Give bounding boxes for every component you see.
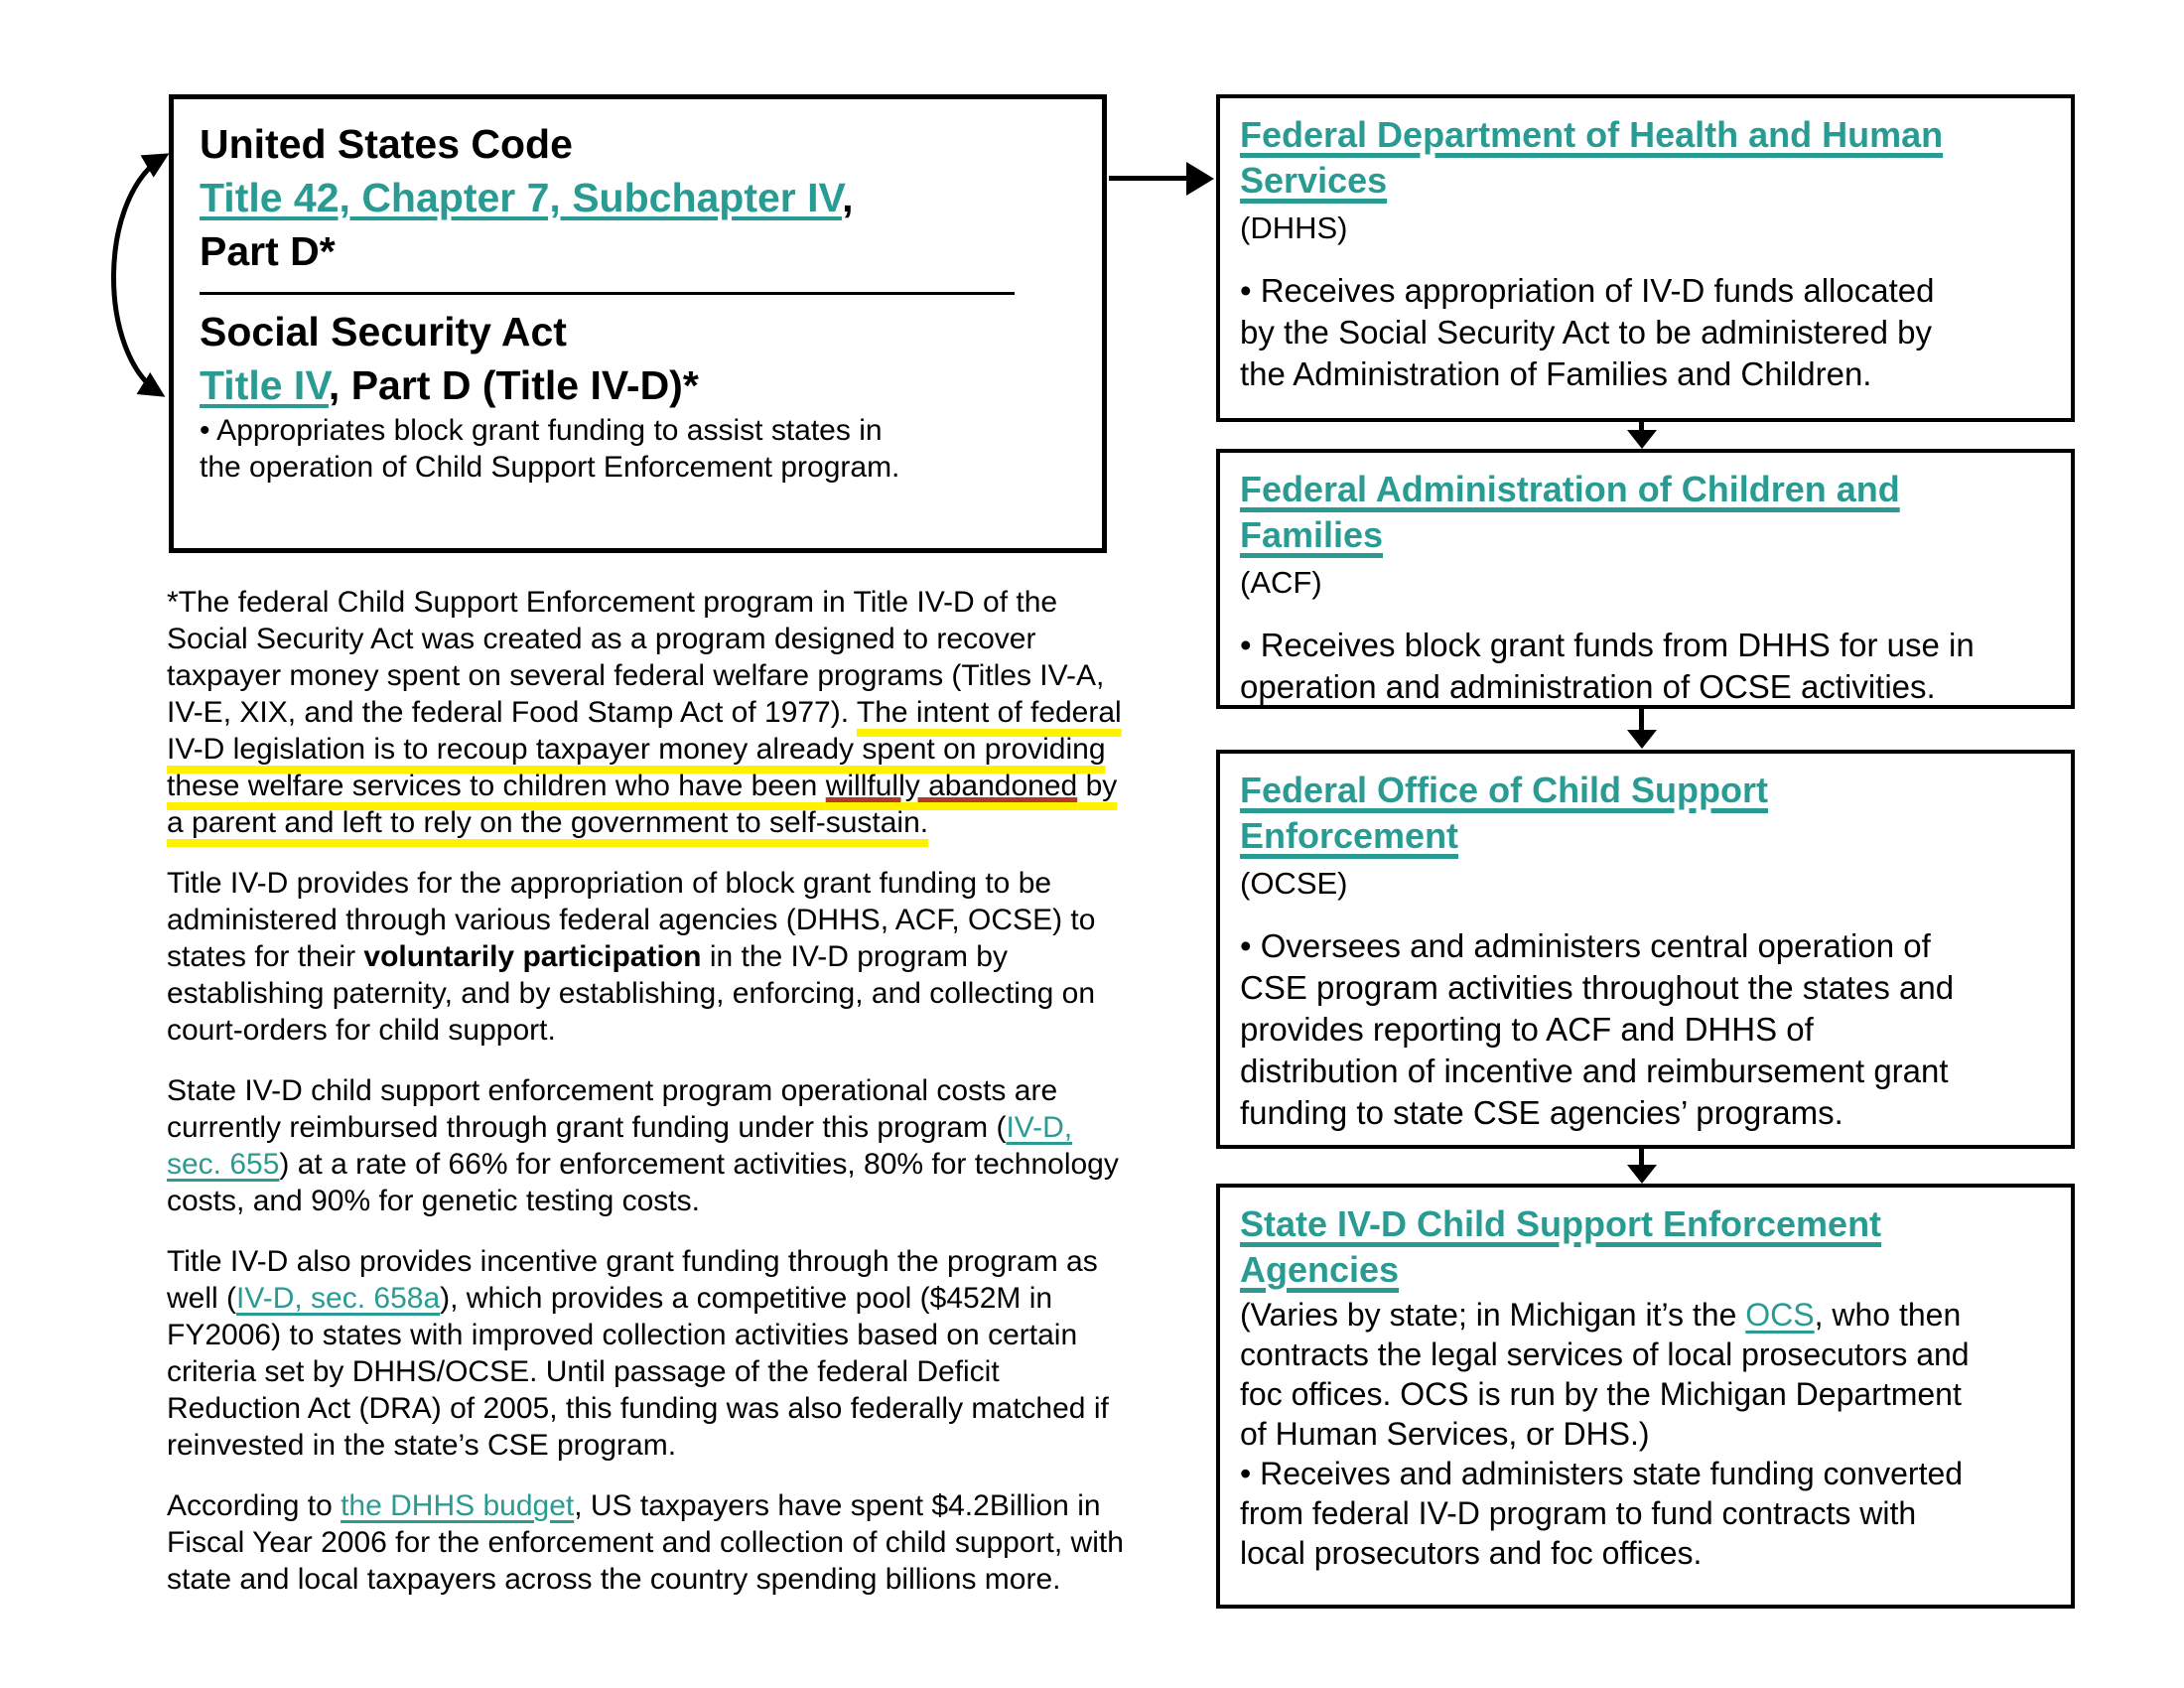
arrow-acf-to-ocse-head: [1627, 730, 1657, 749]
ocse-link[interactable]: Federal Office of Child Support: [1240, 770, 1769, 810]
ocs-link[interactable]: OCS: [1745, 1297, 1815, 1333]
text-segment: state and local taxpayers across the country spending billions more.: [167, 1563, 1061, 1596]
ocse-box-body: [1240, 925, 2051, 1134]
arrow-ocse-to-state-head: [1627, 1165, 1657, 1184]
state-ivd-box-body: [1240, 1295, 2051, 1573]
text-segment: foc offices. OCS is run by the Michigan Department: [1240, 1376, 1962, 1412]
text-segment: The intent of federal: [856, 696, 1122, 729]
text-segment: by: [1077, 770, 1118, 802]
acf-box: [1216, 449, 2075, 709]
paragraph-block-grant: [167, 865, 1289, 1049]
text-segment: the Administration of Families and Children.: [1240, 355, 1872, 392]
text-segment: *The federal Child Support Enforcement program in Title IV-D of the: [167, 586, 1058, 619]
text-segment: voluntarily participation: [363, 940, 702, 973]
paragraph-footnote: [167, 584, 1289, 841]
ssa-titleiv-link[interactable]: Title IV: [200, 362, 329, 408]
divider-line: [200, 292, 1015, 295]
text-segment: Part D*: [200, 228, 336, 274]
dhhs-box-body: [1240, 270, 2051, 395]
arrow-to-dhhs-line: [1109, 176, 1188, 181]
text-segment: ,: [842, 175, 854, 220]
acf-box-heading: [1240, 467, 2051, 605]
dhhs-box-heading: [1240, 112, 2051, 250]
text-segment: • Receives appropriation of IV-D funds allocated: [1240, 272, 1935, 309]
paragraph-incentive: [167, 1243, 1289, 1464]
text-segment: FY2006) to states with improved collection activities based on certain: [167, 1319, 1078, 1351]
ivd-sec655-link[interactable]: sec. 655: [167, 1148, 280, 1181]
text-segment: (OCSE): [1240, 866, 1348, 901]
text-segment: ) at a rate of 66% for enforcement activities, 80% for technology: [279, 1148, 1119, 1181]
text-segment: Fiscal Year 2006 for the enforcement and collection of child support, with: [167, 1526, 1124, 1559]
text-segment: ), which provides a competitive pool ($452M in: [440, 1282, 1053, 1315]
arrow-to-dhhs-head: [1186, 162, 1214, 196]
text-segment: these welfare services to children who have been: [167, 770, 826, 802]
arrow-dhhs-to-acf-head: [1627, 430, 1657, 449]
text-segment: IV-D legislation is to recoup taxpayer money already spent on providing: [167, 733, 1106, 766]
text-segment: in the IV-D program by: [701, 940, 1008, 973]
text-segment: contracts the legal services of local prosecutors and: [1240, 1336, 1970, 1372]
text-segment: currently reimbursed through grant funding under this program (: [167, 1111, 1007, 1144]
text-segment: , who then: [1814, 1297, 1962, 1333]
text-segment: well (: [167, 1282, 237, 1315]
text-segment: • Appropriates block grant funding to assist states in: [200, 414, 883, 447]
text-segment: local prosecutors and foc offices.: [1240, 1535, 1703, 1571]
ocse-box: [1216, 750, 2075, 1149]
text-segment: Social Security Act was created as a program designed to recover: [167, 623, 1036, 655]
state-ivd-box: [1216, 1184, 2075, 1609]
usc-ssa-statute-box: [169, 94, 1107, 553]
dhhs-link[interactable]: Services: [1240, 160, 1388, 201]
text-segment: State IV-D child support enforcement program operational costs are: [167, 1074, 1058, 1107]
text-segment: • Oversees and administers central operation of: [1240, 927, 1931, 964]
text-segment: (Varies by state; in Michigan it’s the: [1240, 1297, 1746, 1333]
text-segment: by the Social Security Act to be administered by: [1240, 314, 1933, 351]
text-segment: (ACF): [1240, 565, 1322, 600]
paragraph-reimbursement: [167, 1072, 1289, 1219]
text-segment: • Receives block grant funds from DHHS for use in: [1240, 627, 1975, 663]
text-segment: According to: [167, 1489, 341, 1522]
arrow-acf-to-ocse-line: [1639, 709, 1644, 731]
ocse-link[interactable]: Enforcement: [1240, 815, 1459, 856]
state-agencies-link[interactable]: State IV-D Child Support Enforcement: [1240, 1203, 1882, 1244]
acf-link[interactable]: Federal Administration of Children and: [1240, 469, 1900, 509]
ivd-sec655-link[interactable]: IV-D,: [1006, 1111, 1073, 1144]
text-segment: United States Code: [200, 121, 573, 167]
text-segment: establishing paternity, and by establishing, enforcing, and collecting on: [167, 977, 1096, 1010]
text-segment: operation and administration of OCSE activities.: [1240, 668, 1936, 705]
text-segment: states for their: [167, 940, 364, 973]
text-segment: reinvested in the state’s CSE program.: [167, 1429, 677, 1462]
text-segment: • Receives and administers state funding converted: [1240, 1456, 1964, 1491]
usc-title42-link[interactable]: Title 42, Chapter 7, Subchapter IV: [200, 175, 843, 220]
text-segment: a parent and left to rely on the government to self-sustain.: [167, 806, 929, 839]
dhhs-budget-link[interactable]: the DHHS budget: [341, 1489, 575, 1522]
text-segment: criteria set by DHHS/OCSE. Until passage of the federal Deficit: [167, 1355, 1000, 1388]
text-segment: administered through various federal agencies (DHHS, ACF, OCSE) to: [167, 904, 1096, 936]
ocse-box-heading: [1240, 768, 2051, 906]
dhhs-link[interactable]: Federal Department of Health and Human: [1240, 114, 1944, 155]
text-segment: distribution of incentive and reimbursement grant: [1240, 1053, 1949, 1089]
text-segment: Title IV-D provides for the appropriation of block grant funding to be: [167, 867, 1052, 900]
double-curved-arrow: [77, 141, 177, 409]
text-segment: taxpayer money spent on several federal welfare programs (Titles IV-A,: [167, 659, 1105, 692]
text-segment: the operation of Child Support Enforcement program.: [200, 451, 900, 484]
text-segment: court-orders for child support.: [167, 1014, 556, 1047]
text-segment: (DHHS): [1240, 211, 1348, 245]
text-segment: IV-E, XIX, and the federal Food Stamp Act of 1977).: [167, 696, 857, 729]
paragraph-dhhs-budget: [167, 1487, 1289, 1598]
text-segment: [826, 770, 1078, 802]
text-segment: , US taxpayers have spent $4.2Billion in: [574, 1489, 1101, 1522]
text-segment: willfully abandoned: [825, 770, 1078, 802]
ivd-sec658a-link[interactable]: IV-D, sec. 658a: [236, 1282, 441, 1315]
text-segment: CSE program activities throughout the states and: [1240, 969, 1955, 1006]
text-segment: from federal IV-D program to fund contracts with: [1240, 1495, 1917, 1531]
text-segment: , Part D (Title IV-D)*: [328, 362, 699, 408]
text-segment: provides reporting to ACF and DHHS of: [1240, 1011, 1814, 1048]
acf-link[interactable]: Families: [1240, 514, 1384, 555]
text-segment: of Human Services, or DHS.): [1240, 1416, 1650, 1452]
text-segment: Reduction Act (DRA) of 2005, this funding was also federally matched if: [167, 1392, 1109, 1425]
state-agencies-link[interactable]: Agencies: [1240, 1249, 1400, 1290]
dhhs-box: [1216, 94, 2075, 422]
text-segment: funding to state CSE agencies’ programs.: [1240, 1094, 1843, 1131]
text-segment: Title IV-D also provides incentive grant funding through the program as: [167, 1245, 1098, 1278]
text-segment: costs, and 90% for genetic testing costs.: [167, 1185, 700, 1217]
acf-box-body: [1240, 625, 2051, 708]
body-text-column: [167, 584, 1289, 1621]
state-ivd-box-heading: [1240, 1201, 2051, 1293]
text-segment: Social Security Act: [200, 309, 567, 354]
